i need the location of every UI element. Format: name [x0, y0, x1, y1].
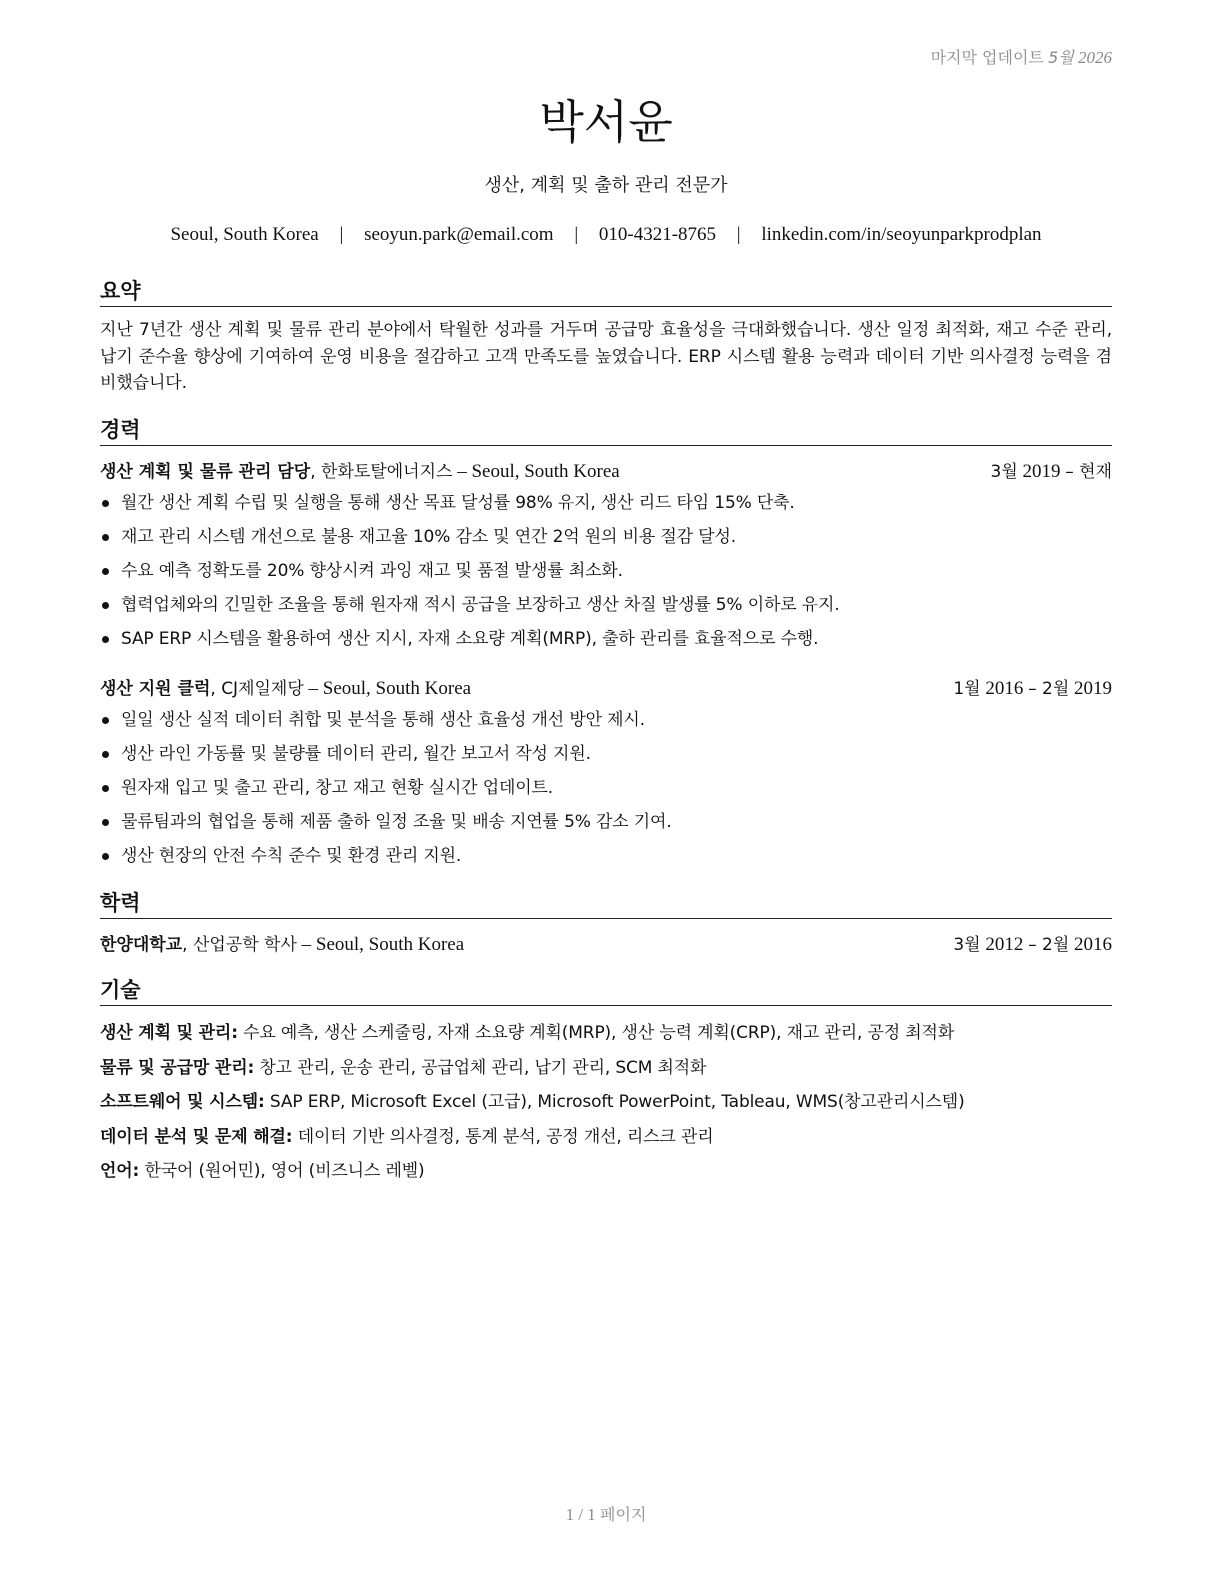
resume-page [100, 0, 1112, 1584]
education-dates: 3월 2012 – 2월 2016 [953, 934, 1112, 955]
list-item: 협력업체와의 긴밀한 조율을 통해 원자재 적시 공급을 보장하고 생산 차질 발생률 5% 이하로 유지. [100, 588, 1112, 622]
skills-section [100, 977, 1112, 1189]
skills-list [100, 1016, 1112, 1189]
bullet-icon [102, 785, 109, 792]
skill-row: 언어: 한국어 (원어민), 영어 (비즈니스 레벨) [100, 1161, 425, 1181]
job-title: 생산 계획 및 물류 관리 담당 [100, 462, 311, 482]
skill-row: 소프트웨어 및 시스템: SAP ERP, Microsoft Excel (고급), Microsoft PowerPoint, Tableau, WMS(창고관리시스템) [100, 1092, 965, 1112]
list-item: 일일 생산 실적 데이터 취합 및 분석을 통해 생산 효율성 개선 방안 제시. [100, 703, 1112, 737]
job-location: – Seoul, South Korea [457, 461, 620, 482]
list-item: SAP ERP 시스템을 활용하여 생산 지시, 자재 소요량 계획(MRP), 출하 관리를 효율적으로 수행. [100, 622, 1112, 656]
last-updated-label: 마지막 업데이트 [930, 48, 1044, 67]
last-updated [931, 45, 1112, 68]
job-dates: 1월 2016 – 2월 2019 [953, 678, 1112, 699]
page-number: 1 / 1 [565, 1505, 596, 1524]
job-location: – Seoul, South Korea [308, 678, 472, 699]
bullet-icon [102, 751, 109, 758]
skill-row: 생산 계획 및 관리: 수요 예측, 생산 스케줄링, 자재 소요량 계획(MRP), 생산 능력 계획(CRP), 재고 관리, 공정 최적화 [100, 1023, 955, 1043]
job-bullets [100, 703, 1112, 873]
bullet-icon [102, 819, 109, 826]
contact-separator: | [339, 224, 344, 245]
last-updated-year: 2026 [1078, 48, 1112, 67]
education-section [100, 890, 1112, 957]
contact-location: Seoul, South Korea [170, 224, 319, 245]
job-title: 생산 지원 클럭 [100, 679, 211, 699]
section-title-skills: 기술 [100, 977, 1112, 1006]
bullet-icon [102, 636, 109, 643]
degree: 산업공학 학사 [192, 935, 297, 955]
job-entry [100, 460, 1112, 656]
contact-line [100, 224, 1112, 246]
page-label: 페이지 [600, 1505, 647, 1524]
list-item: 생산 라인 가동률 및 불량률 데이터 관리, 월간 보고서 작성 지원. [100, 737, 1112, 771]
list-item: 월간 생산 계획 수립 및 실행을 통해 생산 목표 달성률 98% 유지, 생산 리드 타임 15% 단축. [100, 486, 1112, 520]
candidate-name: 박서윤 [539, 95, 673, 149]
summary-section [100, 278, 1112, 397]
section-title-summary: 요약 [100, 278, 1112, 307]
candidate-headline: 생산, 계획 및 출하 관리 전문가 [484, 175, 728, 196]
contact-email[interactable]: seoyun.park@email.com [364, 224, 554, 245]
job-header: 생산 계획 및 물류 관리 담당, 한화토탈에너지스 – Seoul, South Korea 3월 2019 – 현재 [100, 461, 1112, 482]
list-item: 생산 현장의 안전 수칙 준수 및 환경 관리 지원. [100, 839, 1112, 873]
job-company: CJ제일제당 [221, 679, 304, 699]
list-item: 재고 관리 시스템 개선으로 불용 재고율 10% 감소 및 연간 2억 원의 비용 절감 달성. [100, 520, 1112, 554]
experience-section [100, 417, 1112, 873]
job-dates: 3월 2019 – 현재 [990, 461, 1112, 482]
summary-text: 지난 7년간 생산 계획 및 물류 관리 분야에서 탁월한 성과를 거두며 공급망 효율성을 극대화했습니다. 생산 일정 최적화, 재고 수준 관리, 납기 준수율 향상에 기여하여 운영 비용을 절감하고 고객 만족도를 높였습니다. ERP 시스템 활용 능력과 데이터 기반 의사결정 능력을 겸비했습니다. [100, 320, 1112, 393]
job-entry [100, 677, 1112, 873]
section-title-experience: 경력 [100, 417, 1112, 446]
page-footer [100, 1502, 1112, 1525]
contact-linkedin[interactable]: linkedin.com/in/seoyunparkprodplan [761, 224, 1042, 245]
list-item: 원자재 입고 및 출고 관리, 창고 재고 현황 실시간 업데이트. [100, 771, 1112, 805]
skill-row: 데이터 분석 및 문제 해결: 데이터 기반 의사결정, 통계 분석, 공정 개선, 리스크 관리 [100, 1126, 714, 1147]
job-header: 생산 지원 클럭, CJ제일제당 – Seoul, South Korea 1월 2016 – 2월 2019 [100, 678, 1112, 699]
contact-separator: | [736, 224, 741, 245]
school-name: 한양대학교 [100, 935, 183, 955]
contact-separator: | [574, 224, 579, 245]
bullet-icon [102, 717, 109, 724]
section-title-education: 학력 [100, 890, 1112, 919]
job-company: 한화토탈에너지스 [321, 462, 453, 482]
bullet-icon [102, 534, 109, 541]
education-entry: 한양대학교, 산업공학 학사 – Seoul, South Korea 3월 2012 – 2월 2016 [100, 934, 1112, 955]
last-updated-month: 5월 [1048, 48, 1074, 67]
bullet-icon [102, 602, 109, 609]
job-bullets [100, 486, 1112, 656]
list-item: 물류팀과의 협업을 통해 제품 출하 일정 조율 및 배송 지연률 5% 감소 기여. [100, 805, 1112, 839]
bullet-icon [102, 568, 109, 575]
list-item: 수요 예측 정확도를 20% 향상시켜 과잉 재고 및 품절 발생률 최소화. [100, 554, 1112, 588]
education-location: – Seoul, South Korea [301, 934, 465, 955]
bullet-icon [102, 853, 109, 860]
bullet-icon [102, 500, 109, 507]
skill-row: 물류 및 공급망 관리: 창고 관리, 운송 관리, 공급업체 관리, 납기 관리, SCM 최적화 [100, 1057, 707, 1078]
contact-phone: 010-4321-8765 [598, 224, 717, 245]
